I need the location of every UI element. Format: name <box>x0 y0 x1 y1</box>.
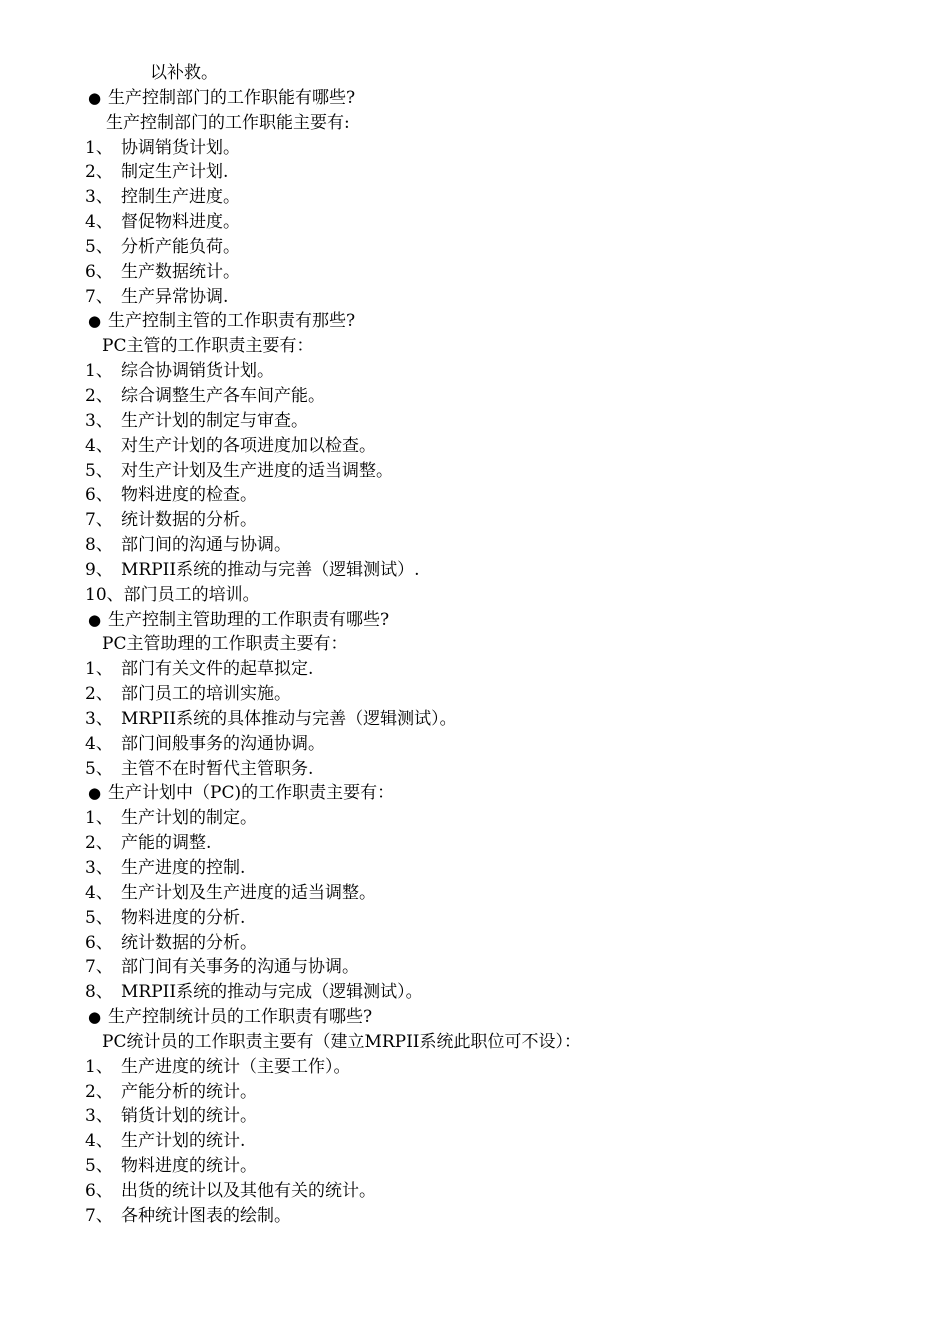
list-item-number: 1、 <box>85 361 113 382</box>
line-text: 生产计划及生产进度的适当调整。 <box>121 882 376 903</box>
line-text: 部门有关文件的起草拟定. <box>121 659 314 680</box>
line-text: 销货计划的统计。 <box>121 1106 257 1127</box>
list-item <box>0 1179 950 1204</box>
list-item <box>0 508 950 533</box>
list-item-number: 2、 <box>85 1081 113 1102</box>
line-text: 生产数据统计。 <box>121 261 240 282</box>
list-item-number: 8、 <box>85 535 113 556</box>
line-text: 生产计划的制定。 <box>121 808 257 829</box>
list-item-number: 6、 <box>85 261 113 282</box>
line-text: 协调销货计划。 <box>121 137 240 158</box>
list-item-number: 5、 <box>85 1156 113 1177</box>
list-item-number: 3、 <box>85 410 113 431</box>
list-item-number: 1、 <box>85 137 113 158</box>
list-item-number: 4、 <box>85 882 113 903</box>
line-text: 生产控制主管的工作职责有那些? <box>108 311 356 332</box>
list-item-number: 1、 <box>85 659 113 680</box>
document-body <box>0 61 950 1229</box>
bullet-icon: ● <box>88 312 102 331</box>
list-item <box>0 235 950 260</box>
list-item <box>0 1154 950 1179</box>
section-intro <box>0 334 950 359</box>
bullet-icon: ● <box>88 784 102 803</box>
list-item-number: 3、 <box>85 708 113 729</box>
section-heading <box>0 86 950 111</box>
line-text: 产能分析的统计。 <box>121 1081 257 1102</box>
list-item <box>0 1055 950 1080</box>
list-item <box>0 558 950 583</box>
list-item-number: 3、 <box>85 187 113 208</box>
list-item-number: 7、 <box>85 1205 113 1226</box>
line-text: 部门间般事务的沟通协调。 <box>121 733 325 754</box>
list-item-number: 4、 <box>85 733 113 754</box>
list-item <box>0 409 950 434</box>
line-text: 统计数据的分析。 <box>121 932 257 953</box>
list-item <box>0 185 950 210</box>
list-item <box>0 1204 950 1229</box>
list-item <box>0 384 950 409</box>
line-text: 统计数据的分析。 <box>121 510 257 531</box>
list-item <box>0 533 950 558</box>
line-text: 生产进度的统计（主要工作）。 <box>121 1056 351 1077</box>
list-item <box>0 459 950 484</box>
line-text: 生产计划的制定与审查。 <box>121 410 308 431</box>
list-item-number: 5、 <box>85 907 113 928</box>
section-heading <box>0 309 950 334</box>
list-item <box>0 583 950 608</box>
line-text: MRPII系统的推动与完善（逻辑测试）. <box>121 559 420 580</box>
continuation-text <box>0 61 950 86</box>
list-item-number: 7、 <box>85 510 113 531</box>
list-item-number: 6、 <box>85 1180 113 1201</box>
list-item-number: 5、 <box>85 758 113 779</box>
line-text: PC统计员的工作职责主要有（建立MRPII系统此职位可不设）： <box>102 1031 582 1052</box>
list-item-number: 4、 <box>85 212 113 233</box>
line-text: 主管不在时暂代主管职务. <box>121 758 314 779</box>
line-text: 产能的调整. <box>121 833 212 854</box>
list-item-number: 5、 <box>85 236 113 257</box>
line-text: 以补救。 <box>150 63 218 83</box>
list-item <box>0 285 950 310</box>
section-heading <box>0 781 950 806</box>
list-item-number: 6、 <box>85 485 113 506</box>
line-text: 生产控制主管助理的工作职责有哪些? <box>108 609 390 630</box>
list-item <box>0 136 950 161</box>
list-item-number: 5、 <box>85 460 113 481</box>
section-heading <box>0 1005 950 1030</box>
list-item <box>0 757 950 782</box>
line-text: 物料进度的统计。 <box>121 1156 257 1177</box>
list-item <box>0 1129 950 1154</box>
line-text: 生产控制部门的工作职能有哪些? <box>108 87 356 108</box>
line-text: 部门员工的培训。 <box>123 584 260 605</box>
list-item <box>0 210 950 235</box>
line-text: 生产异常协调. <box>121 286 229 307</box>
list-item-number: 10、 <box>85 584 124 605</box>
list-item-number: 2、 <box>85 833 113 854</box>
list-item <box>0 831 950 856</box>
list-item <box>0 906 950 931</box>
line-text: 分析产能负荷。 <box>121 236 240 257</box>
line-text: 物料进度的检查。 <box>121 485 257 506</box>
line-text: 部门间有关事务的沟通与协调。 <box>121 957 359 978</box>
line-text: 出货的统计以及其他有关的统计。 <box>121 1180 376 1201</box>
list-item-number: 1、 <box>85 1056 113 1077</box>
list-item-number: 2、 <box>85 162 113 183</box>
list-item-number: 8、 <box>85 982 113 1003</box>
section-intro <box>0 632 950 657</box>
list-item <box>0 980 950 1005</box>
list-item-number: 4、 <box>85 435 113 456</box>
line-text: 各种统计图表的绘制。 <box>121 1205 291 1226</box>
list-item-number: 2、 <box>85 684 113 705</box>
line-text: 控制生产进度。 <box>121 187 240 208</box>
line-text: 物料进度的分析. <box>121 907 246 928</box>
section-intro <box>0 1030 950 1055</box>
list-item-number: 4、 <box>85 1131 113 1152</box>
section-intro <box>0 111 950 136</box>
line-text: 综合调整生产各车间产能。 <box>121 385 325 406</box>
list-item <box>0 955 950 980</box>
line-text: 生产计划的统计. <box>121 1131 246 1152</box>
list-item-number: 1、 <box>85 808 113 829</box>
list-item <box>0 881 950 906</box>
line-text: 部门员工的培训实施。 <box>121 684 291 705</box>
line-text: 生产控制统计员的工作职责有哪些? <box>108 1007 373 1028</box>
line-text: 督促物料进度。 <box>121 212 240 233</box>
line-text: PC主管助理的工作职责主要有： <box>102 634 348 655</box>
line-text: 对生产计划的各项进度加以检查。 <box>121 435 376 456</box>
list-item-number: 6、 <box>85 932 113 953</box>
list-item-number: 2、 <box>85 385 113 406</box>
list-item <box>0 682 950 707</box>
list-item <box>0 657 950 682</box>
list-item <box>0 359 950 384</box>
bullet-icon: ● <box>88 1008 102 1027</box>
list-item <box>0 931 950 956</box>
line-text: 生产计划中（PC)的工作职责主要有： <box>108 783 395 804</box>
list-item <box>0 732 950 757</box>
list-item <box>0 483 950 508</box>
line-text: MRPII系统的推动与完成（逻辑测试）。 <box>121 982 423 1003</box>
list-item <box>0 160 950 185</box>
list-item-number: 7、 <box>85 286 113 307</box>
bullet-icon: ● <box>88 88 102 107</box>
line-text: 生产进度的控制. <box>121 858 246 878</box>
list-item <box>0 260 950 285</box>
line-text: MRPII系统的具体推动与完善（逻辑测试）。 <box>121 708 457 729</box>
list-item <box>0 806 950 831</box>
line-text: 对生产计划及生产进度的适当调整。 <box>121 460 393 481</box>
line-text: 部门间的沟通与协调。 <box>121 535 291 556</box>
line-text: 综合协调销货计划。 <box>121 361 274 382</box>
section-heading <box>0 608 950 633</box>
list-item-number: 3、 <box>85 858 113 878</box>
list-item <box>0 856 950 881</box>
list-item-number: 9、 <box>85 559 113 580</box>
list-item <box>0 1080 950 1105</box>
list-item <box>0 707 950 732</box>
line-text: 生产控制部门的工作职能主要有: <box>106 112 350 133</box>
list-item <box>0 434 950 459</box>
line-text: 制定生产计划. <box>121 162 229 183</box>
list-item <box>0 1104 950 1129</box>
list-item-number: 3、 <box>85 1106 113 1127</box>
list-item-number: 7、 <box>85 957 113 978</box>
bullet-icon: ● <box>88 610 102 629</box>
line-text: PC主管的工作职责主要有： <box>102 336 314 357</box>
